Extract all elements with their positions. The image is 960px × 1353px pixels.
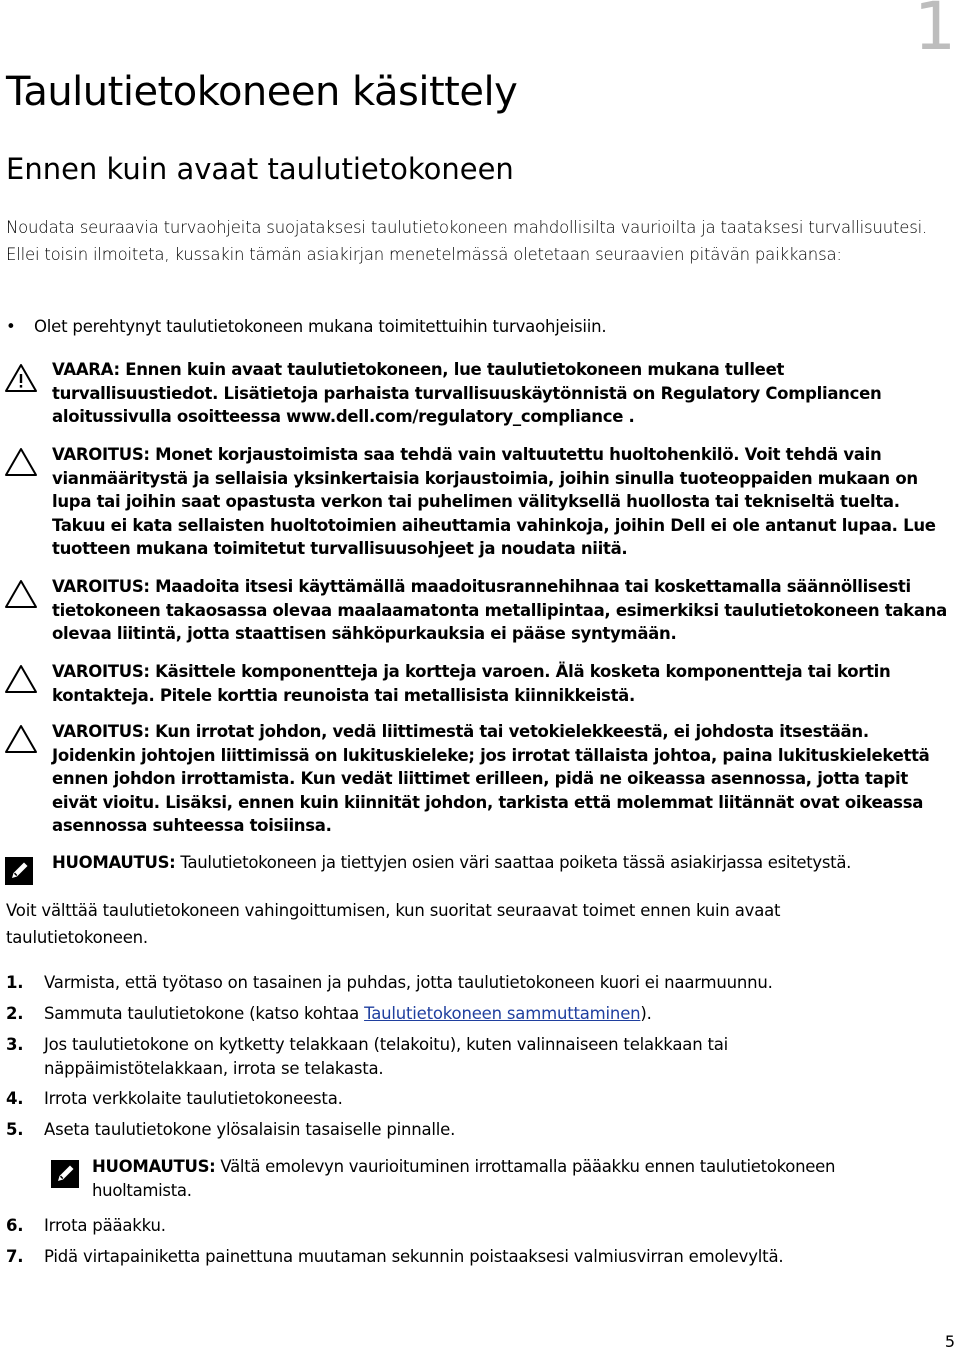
notice-label: VAROITUS: [52,577,150,596]
bullet-dot-icon: • [6,317,16,336]
caution-notice [52,660,952,707]
caution-notice [52,720,952,838]
warning-triangle-icon [4,362,38,394]
step-number: 6. [6,1216,24,1235]
step-text: Irrota verkkolaite taulutietokoneesta. [44,1089,343,1108]
list-item [6,1214,906,1238]
step-number: 1. [6,973,24,992]
steps-intro-paragraph: Voit välttää taulutietokoneen vahingoittumisen, kun suoritat seuraavat toimet ennen kuin avaat taulutietokoneen. [6,901,781,947]
caution-triangle-icon [4,446,38,478]
page-number: 5 [944,1332,955,1351]
step-number: 7. [6,1247,24,1266]
step-text: Aseta taulutietokone ylösalaisin tasaiselle pinnalle. [44,1120,456,1139]
notice-text: Maadoita itsesi käyttämällä maadoitusrannehihnaa tai koskettamalla säännöllisesti tietokoneen takaosassa olevaa maalaamatonta metallipintaa, esimerkiksi taulutietokoneen takana olevaa liitintä, jotta staattisen sähköpurkauksia ei pääse syntymään. [52,577,947,643]
step-number: 2. [6,1004,24,1023]
notice-label: VAROITUS: [52,722,150,741]
list-item [6,1033,906,1080]
notice-text: Käsittele komponentteja ja kortteja varoen. Älä kosketa komponentteja tai kortin kontakteja. Pitele korttia reunoista tai metallisista kiinnikkeistä. [52,662,891,705]
bullet-item [6,313,906,340]
note-label: HUOMAUTUS: [92,1157,216,1176]
list-item [6,1245,906,1269]
chapter-number: 1 [914,0,956,65]
section-title: Ennen kuin avaat taulutietokoneen [6,152,514,186]
shutdown-link[interactable]: Taulutietokoneen sammuttaminen [364,1004,641,1023]
list-item [6,1002,906,1026]
notice-text: Ennen kuin avaat taulutietokoneen, lue taulutietokoneen mukana tulleet turvallisuustiedot. Lisätietoja parhaista turvallisuuskäytönnistä on Regulatory Compliancen aloitussivulla osoitteessa www.dell.com/regulatory_compliance . [52,360,882,426]
step-text-after: ). [640,1004,652,1023]
step-text: Varmista, että työtaso on tasainen ja puhdas, jotta taulutietokoneen kuori ei naarmuunnu. [44,973,773,992]
step-text: Pidä virtapainiketta painettuna muutaman sekunnin poistaaksesi valmiusvirran emolevyltä. [44,1247,784,1266]
note-text: Taulutietokoneen ja tiettyjen osien väri saattaa poiketa tässä asiakirjassa esitetystä. [175,853,852,872]
danger-notice [52,358,952,429]
caution-notice [52,443,952,561]
note-notice [52,851,952,875]
intro-paragraph: Noudata seuraavia turvaohjeita suojataksesi taulutietokoneen mahdollisilta vaurioilta ja taataksesi turvallisuutesi. Ellei toisin ilmoiteta, kussakin tämän asiakirjan menetelmässä oletetaan seuraavien pitävän paikkansa: [6,218,928,264]
step-text: Jos taulutietokone on kytketty telakkaan (telakoitu), kuten valinnaiseen telakkaan tai näppäimistötelakkaan, irrota se telakasta. [44,1035,729,1078]
note-pencil-icon [4,856,34,886]
step-text [44,1002,906,1026]
list-item [6,971,906,995]
list-item [6,1118,906,1142]
caution-triangle-icon [4,578,38,610]
note-notice [92,1155,932,1202]
step-text-before: Sammuta taulutietokone (katso kohtaa [44,1004,365,1023]
step-number: 5. [6,1120,24,1139]
step-number: 4. [6,1089,24,1108]
caution-triangle-icon [4,723,38,755]
page-title: Taulutietokoneen käsittely [6,69,518,115]
notice-label: VAARA: [52,360,120,379]
bullet-text: Olet perehtynyt taulutietokoneen mukana toimitettuihin turvaohjeisiin. [34,317,607,336]
list-item [6,1087,906,1111]
caution-notice [52,575,952,646]
notice-label: VAROITUS: [52,445,150,464]
note-label: HUOMAUTUS: [52,853,176,872]
caution-triangle-icon [4,663,38,695]
step-number: 3. [6,1035,24,1054]
note-text: Vältä emolevyn vaurioituminen irrottamalla pääakku ennen taulutietokoneen huoltamista. [92,1157,836,1200]
notice-text: Kun irrotat johdon, vedä liittimestä tai vetokielekkeestä, ei johdosta itsestään. Joidenkin johtojen liittimissä on lukituskieleke; jos irrotat tällaista johtoa, paina lukituskielekettä ennen johdon irrottamista. Kun vedät liittimet erilleen, pidä ne oikeassa asennossa, jotta tapit eivät vioitu. Lisäksi, ennen kuin kiinnität johdon, tarkista että molemmat liitännät ovat oikeassa asennossa suhteessa toisiinsa. [52,722,930,835]
note-pencil-icon [50,1159,80,1189]
notice-label: VAROITUS: [52,662,150,681]
notice-text: Monet korjaustoimista saa tehdä vain valtuutettu huoltohenkilö. Voit tehdä vain vianmääritystä ja sellaisia yksinkertaisia korjaustoimia, joihin sinulla tuoteoppaiden mukaan on lupa tai joihin saat opastusta verkon tai puhelimen välityksellä huollosta tai tekniseltä tuelta. Takuu ei kata sellaisten huoltotoimien aiheuttamia vahinkoja, joihin Dell ei ole antanut lupaa. Lue tuotteen mukana toimitetut turvallisuusohjeet ja noudata niitä. [52,445,936,558]
step-text: Irrota pääakku. [44,1216,166,1235]
